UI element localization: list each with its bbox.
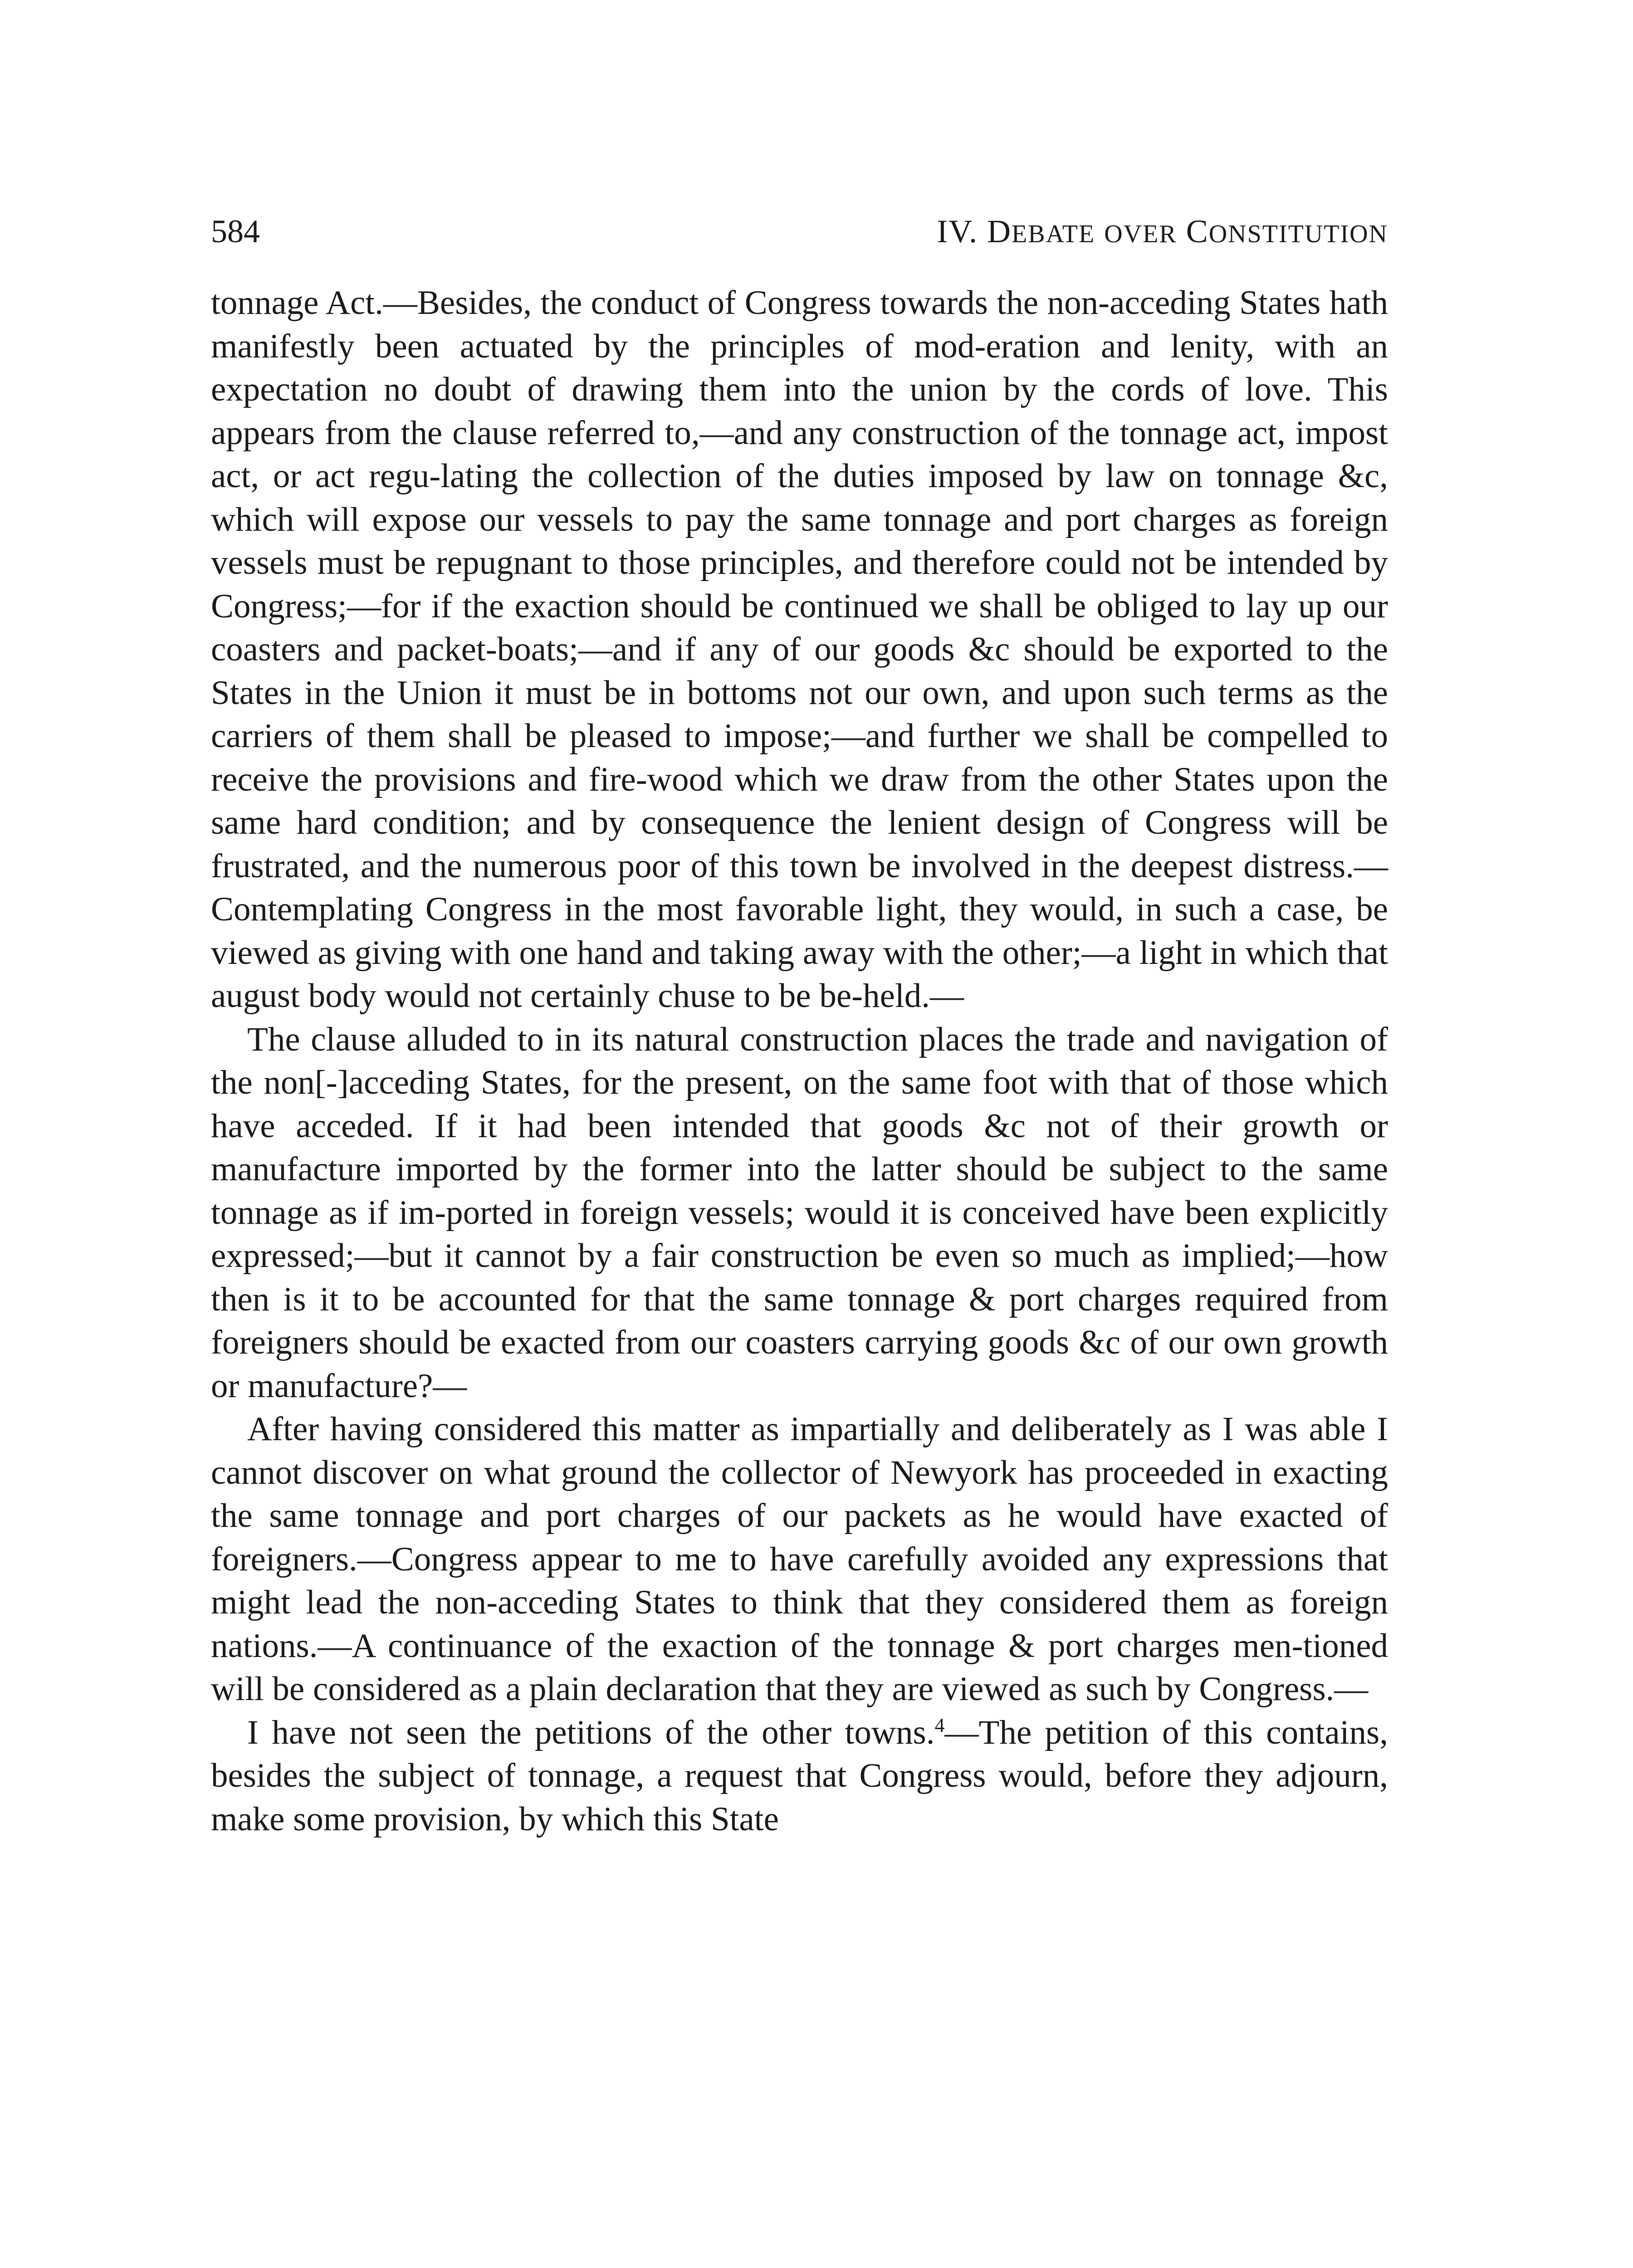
- paragraph-2: The clause alluded to in its natural construction places the trade and navigation of the non[-]acceding States, for the present, on the same foot with that of those which have acceded. If it had been intended that goods &c not of their growth or manufacture imported by the former into the latter should be subject to the same tonnage as if im-ported in foreign vessels; would it is conceived have been explicitly expressed;—but it cannot by a fair construction be even so much as implied;—how then is it to be accounted for that the same tonnage & port charges required from foreigners should be exacted from our coasters carrying goods &c of our own growth or manufacture?—: [211, 1020, 1388, 1405]
- paragraph-3: After having considered this matter as impartially and deliberately as I was able I cannot discover on what ground the collector of Newyork has proceeded in exacting the same tonnage and port charges of our packets as he would have exacted of foreigners.—Congress appear to me to have carefully avoided any expressions that might lead the non-acceding States to think that they considered them as foreign nations.—A continuance of the exaction of the tonnage & port charges men-tioned will be considered as a plain declaration that they are viewed as such by Congress.—: [211, 1410, 1388, 1708]
- paragraph-4: [211, 1711, 1388, 1841]
- running-title: [937, 213, 1388, 252]
- title-word-1-initial: D: [987, 213, 1012, 249]
- section-numeral: IV.: [937, 213, 978, 249]
- title-word-3-rest: ONSTITUTION: [1208, 220, 1388, 248]
- paragraph-1: tonnage Act.—Besides, the conduct of Congress towards the non-acceding States hath manifestly been actuated by the principles of mod-eration and lenity, with an expectation no doubt of drawing them into the union by the cords of love. This appears from the clause referred to,—and any construction of the tonnage act, impost act, or act regu-lating the collection of the duties imposed by law on tonnage &c, which will expose our vessels to pay the same tonnage and port charges as foreign vessels must be repugnant to those principles, and therefore could not be intended by Congress;—for if the exaction should be continued we shall be obliged to lay up our coasters and packet-boats;—and if any of our goods &c should be exported to the States in the Union it must be in bottoms not our own, and upon such terms as the carriers of them shall be pleased to impose;—and further we shall be compelled to receive the provisions and fire-wood which we draw from the other States upon the same hard condition; and by consequence the lenient design of Congress will be frustrated, and the numerous poor of this town be involved in the deepest distress.—Contemplating Congress in the most favorable light, they would, in such a case, be viewed as giving with one hand and taking away with the other;—a light in which that august body would not certainly chuse to be be-held.—: [211, 284, 1388, 1015]
- page-number: 584: [211, 213, 260, 249]
- title-word-3-initial: C: [1186, 213, 1209, 249]
- paragraph-4-text-after-note: —The petition of this contains, besides the subject of tonnage, a request that Congress would, before they adjourn, make some provision, by which this State: [211, 1713, 1388, 1838]
- running-head: [211, 213, 1388, 252]
- body-text: [211, 281, 1388, 1841]
- footnote-reference[interactable]: 4: [934, 1714, 945, 1736]
- paragraph-4-text-before-note: I have not seen the petitions of the other towns.: [247, 1713, 935, 1751]
- document-page: [211, 213, 1388, 1841]
- title-word-2: OVER: [1104, 220, 1177, 248]
- title-word-1-rest: EBATE: [1012, 220, 1095, 248]
